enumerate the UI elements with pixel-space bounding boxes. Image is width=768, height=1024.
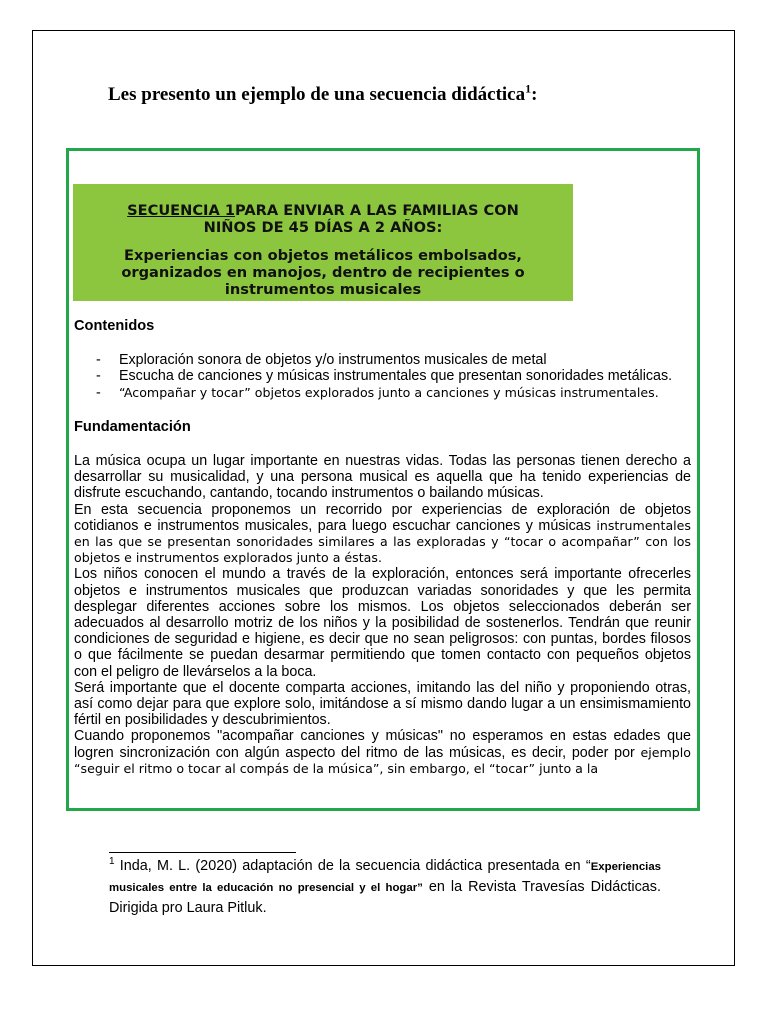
banner-title <box>73 202 573 236</box>
sequence-content <box>74 318 691 777</box>
list-item: - “Acompañar y tocar” objetos explorados junto a canciones y músicas instrumentales. <box>96 384 659 401</box>
footnote-mark: 1 <box>109 856 115 868</box>
contenidos-title: Contenidos <box>74 318 155 334</box>
footnote-bold-title: Experiencias musicales entre la educación no presencial y el hogar” <box>109 861 661 894</box>
footnote-text-before: Inda, M. L. (2020) adaptación de la secuencia didáctica presentada en “ <box>114 858 591 874</box>
fundamentacion-body <box>74 453 691 777</box>
footnote-separator <box>109 852 296 853</box>
heading-text: Les presento un ejemplo de una secuencia didáctica <box>108 84 526 105</box>
banner-subtitle-line2: organizados en manojos, dentro de recipientes o <box>121 264 525 281</box>
contenidos-list <box>74 352 691 401</box>
heading-suffix: : <box>531 84 538 105</box>
banner-subtitle-line3: instrumentos musicales <box>224 281 422 298</box>
fundamentacion-paragraph: La música ocupa un lugar importante en nuestras vidas. Todas las personas tienen derecho a desarrollar su musicalidad, y una persona musical es aquella que ha tenido experiencias de disfrute escuchando, cantando, tocando instrumentos o bailando músicas. <box>74 453 691 502</box>
fundamentacion-paragraph: Cuando proponemos "acompañar canciones y músicas" no esperamos en estas edades que logren sincronización con algún aspecto del ritmo de las músicas, es decir, poder por ejemplo “seguir el ritmo o tocar al compás de la música”, sin embargo, el “tocar” junto a la <box>74 728 691 776</box>
banner-line2: NIÑOS DE 45 DÍAS A 2 AÑOS: <box>203 219 443 236</box>
fundamentacion-paragraph: Será importante que el docente comparta acciones, imitando las del niño y proponiendo otras, así como dejar para que explore solo, imitándose a sí mismo dando lugar a un ensimismamiento fértil en posibilidades y descubrimientos. <box>74 679 691 729</box>
sequence-banner <box>73 184 573 301</box>
fundamentacion-paragraph: En esta secuencia proponemos un recorrido por experiencias de exploración de objetos cotidianos e instrumentos musicales, para luego escuchar canciones y músicas instrumentales en las que se presentan sonoridades similares a las exploradas y “tocar o acompañar” con los objetos e instrumentos explorados junto a éstas. <box>74 501 691 566</box>
fundamentacion-paragraph: Los niños conocen el mundo a través de la exploración, entonces será importante ofrecerles objetos e instrumentos musicales que produzcan variadas sonoridades y que les permita desplegar diferentes acciones sobre los mismos. Los objetos seleccionados deberán ser adecuados al desarrollo motriz de los niños y la posibilidad de sostenerlos. Tendrán que reunir condiciones de seguridad e higiene, es decir que no sean peligrosos: con puntas, bordes filosos o que fácilmente se puedan desarmar permitiendo que tomen contacto con pequeños objetos con el peligro de llevárselos a la boca. <box>74 566 691 680</box>
list-item: - Exploración sonora de objetos y/o instrumentos musicales de metal <box>96 352 547 369</box>
banner-secuencia-label: SECUENCIA 1 <box>127 202 236 219</box>
footnote <box>109 856 661 918</box>
list-item: - Escucha de canciones y músicas instrumentales que presentan sonoridades metálicas. <box>96 368 673 385</box>
fundamentacion-title: Fundamentación <box>74 418 191 435</box>
heading-footnote-mark[interactable]: 1 <box>525 81 532 96</box>
footnote-text-after: en la Revista Travesías Didácticas. Dirigida pro Laura Pitluk. <box>109 879 661 916</box>
page-heading <box>108 81 668 106</box>
banner-subtitle <box>73 247 573 298</box>
banner-line1-rest: PARA ENVIAR A LAS FAMILIAS CON <box>235 202 519 219</box>
banner-subtitle-line1: Experiencias con objetos metálicos embolsados, <box>124 247 522 264</box>
